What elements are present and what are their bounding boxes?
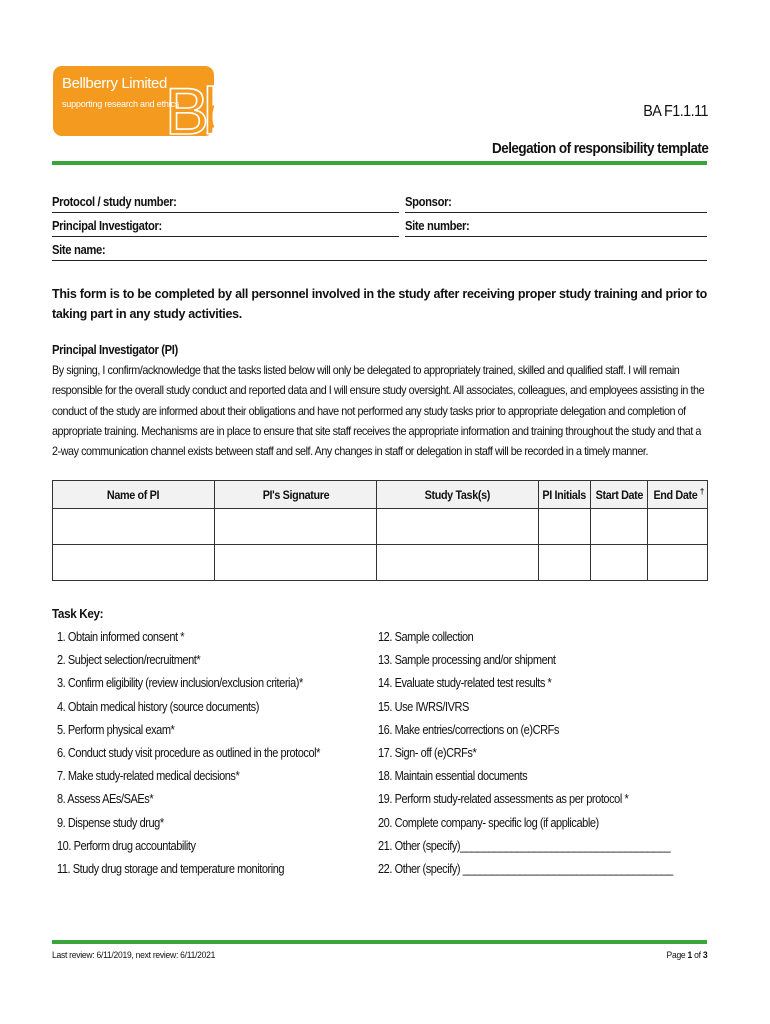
site-number-input-line[interactable]	[405, 236, 707, 237]
task-key-right-column	[378, 629, 713, 884]
logo-bb-mark	[165, 66, 234, 148]
cell-start-date[interactable]	[591, 509, 648, 545]
principal-investigator-label: Principal Investigator:	[52, 219, 162, 233]
task-item: 10. Perform drug accountability	[57, 838, 196, 853]
task-item: 14. Evaluate study-related test results *	[378, 676, 552, 691]
task-item: 6. Conduct study visit procedure as outlined in the protocol*	[57, 745, 320, 760]
review-dates: Last review: 6/11/2019, next review: 6/11/2021	[52, 950, 216, 961]
cell-pi-initials[interactable]	[539, 545, 591, 581]
logo-name: Bellberry Limited	[62, 75, 167, 92]
principal-investigator-input-line[interactable]	[52, 236, 399, 237]
cell-name-of-pi[interactable]	[53, 509, 215, 545]
end-date-footnote-marker: †	[699, 487, 704, 496]
cell-pi-initials[interactable]	[539, 509, 591, 545]
task-item: 19. Perform study-related assessments as per protocol *	[378, 792, 629, 807]
task-item: 15. Use IWRS/IVRS	[378, 699, 469, 714]
document-code: BA F1.1.11	[643, 103, 708, 120]
pi-section-heading: Principal Investigator (PI)	[52, 343, 178, 357]
task-item: 12. Sample collection	[378, 630, 474, 644]
protocol-label: Protocol / study number:	[52, 195, 177, 209]
cell-pi-signature[interactable]	[215, 545, 377, 581]
col-pi-signature: PI's Signature	[215, 481, 377, 509]
task-item: 21. Other (specify)_____________________________________	[378, 838, 671, 853]
cell-end-date[interactable]	[648, 545, 708, 581]
task-item: 16. Make entries/corrections on (e)CRFs	[378, 722, 559, 737]
task-item: 2. Subject selection/recruitment*	[57, 653, 201, 668]
sponsor-label: Sponsor:	[405, 195, 452, 209]
protocol-input-line[interactable]	[52, 212, 399, 213]
site-number-label: Site number:	[405, 219, 470, 233]
task-item: 20. Complete company- specific log (if applicable)	[378, 815, 599, 830]
task-item: 4. Obtain medical history (source documents)	[57, 699, 259, 714]
task-item: 7. Make study-related medical decisions*	[57, 769, 240, 784]
cell-start-date[interactable]	[591, 545, 648, 581]
sponsor-input-line[interactable]	[405, 212, 707, 213]
bellberry-logo	[53, 66, 234, 148]
task-item: 5. Perform physical exam*	[57, 722, 175, 737]
document-title: Delegation of responsibility template	[491, 140, 708, 157]
col-name-of-pi: Name of PI	[53, 481, 215, 509]
footer-divider	[52, 940, 707, 944]
pi-signature-table	[52, 480, 708, 581]
form-instructions: This form is to be completed by all personnel involved in the study after receiving proper study training and prior to taking part in any study activities.	[52, 287, 707, 321]
task-item: 8. Assess AEs/SAEs*	[57, 792, 154, 807]
task-key-left-column	[57, 629, 356, 884]
cell-name-of-pi[interactable]	[53, 545, 215, 581]
table-row	[53, 545, 708, 581]
page-number: Page 1 of 3	[666, 950, 707, 961]
site-name-label: Site name:	[52, 243, 106, 257]
table-header-row	[53, 481, 708, 509]
task-item: 3. Confirm eligibility (review inclusion/exclusion criteria)*	[57, 676, 303, 691]
task-item: 11. Study drug storage and temperature monitoring	[57, 861, 285, 876]
task-item: 1. Obtain informed consent *	[57, 630, 185, 644]
task-item: 18. Maintain essential documents	[378, 769, 528, 784]
logo-mark-text: Bb	[165, 74, 234, 148]
cell-study-tasks[interactable]	[377, 545, 539, 581]
task-key-title: Task Key:	[52, 606, 104, 621]
col-pi-initials: PI Initials	[539, 481, 591, 509]
col-end-date: End Date †	[648, 481, 708, 509]
header-divider	[52, 161, 707, 165]
task-item: 9. Dispense study drug*	[57, 815, 164, 830]
cell-end-date[interactable]	[648, 509, 708, 545]
site-name-input-line[interactable]	[52, 260, 707, 261]
table-row	[53, 509, 708, 545]
col-start-date: Start Date	[591, 481, 648, 509]
col-study-tasks: Study Task(s)	[377, 481, 539, 509]
task-item: 17. Sign- off (e)CRFs*	[378, 745, 477, 760]
task-item: 13. Sample processing and/or shipment	[378, 653, 556, 668]
cell-study-tasks[interactable]	[377, 509, 539, 545]
logo-tagline: supporting research and ethics	[62, 99, 180, 109]
task-item: 22. Other (specify) _____________________________________	[378, 861, 673, 876]
cell-pi-signature[interactable]	[215, 509, 377, 545]
pi-statement: By signing, I confirm/acknowledge that the tasks listed below will only be delegated to appropriately trained, skilled and qualified staff. I will remain responsible for the overall study conduct and reported data and I will ensure study oversight. All associates, colleagues, and employees assisting in the conduct of the study are informed about their obligations and have not performed any study tasks prior to appropriate delegation and completion of appropriate training. Mechanisms are in place to ensure that site staff receives the appropriate information and training throughout the study and that a 2-way communication channel exists between staff and self. Any changes in staff or delegation in staff will be recorded in a timely manner.	[52, 363, 705, 459]
